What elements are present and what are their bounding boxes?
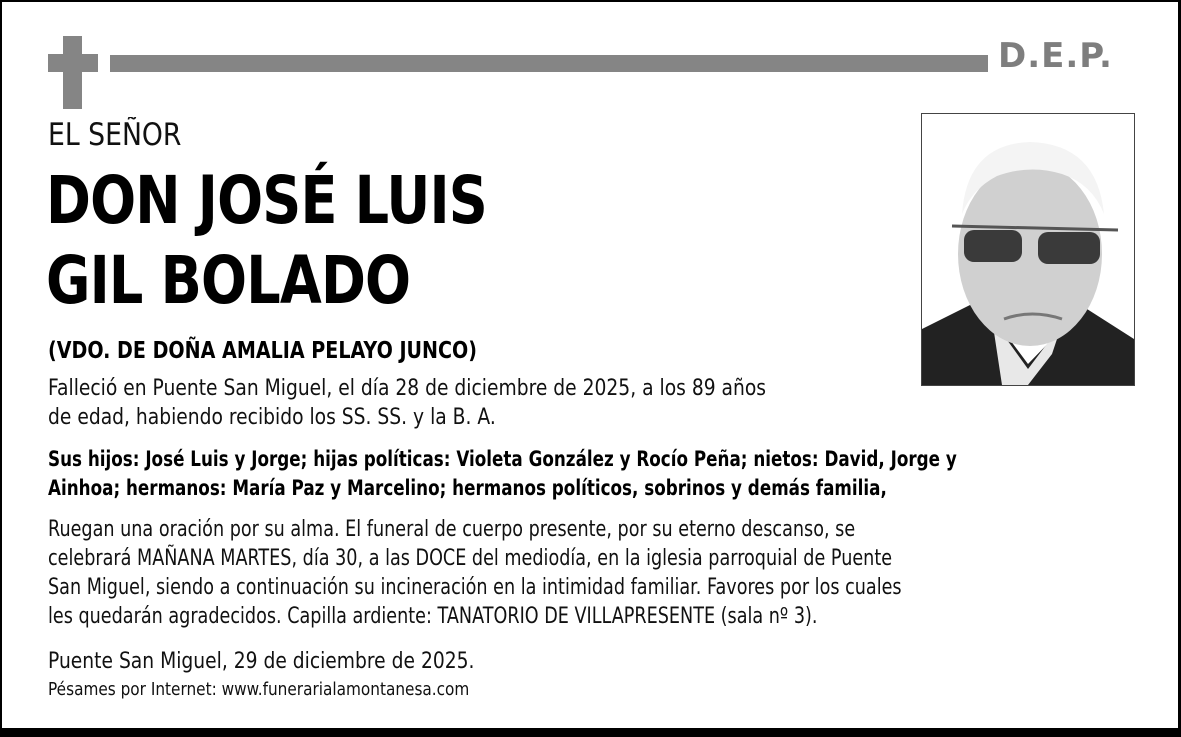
death-line: Falleció en Puente San Miguel, el día 28 de diciembre de 2025, a los 89 años (48, 376, 767, 401)
condolences-link[interactable]: Pésames por Internet: www.funerarialamontanesa.com (48, 679, 470, 700)
family-line: Ainhoa; hermanos: María Paz y Marcelino; hermanos políticos, sobrinos y demás familia, (48, 476, 887, 501)
funeral-line: celebrará MAÑANA MARTES, día 30, a las DOCE del mediodía, en la iglesia parroquial de Puente (48, 546, 893, 571)
header-rule (110, 55, 988, 72)
funeral-line: les quedarán agradecidos. Capilla ardiente: TANATORIO DE VILLAPRESENTE (sala nº 3). (48, 604, 818, 629)
obituary-card (2, 2, 1178, 728)
cross-icon (63, 36, 82, 109)
family-line: Sus hijos: José Luis y Jorge; hijas políticas: Violeta González y Rocío Peña; nietos: David, Jorge y (48, 447, 957, 472)
widower-of: (VDO. DE DOÑA AMALIA PELAYO JUNCO) (48, 338, 478, 364)
funeral-line: Ruegan una oración por su alma. El funeral de cuerpo presente, por su eterno descanso, se (48, 517, 856, 542)
funeral-line: San Miguel, siendo a continuación su incineración en la intimidad familiar. Favores por los cuales (48, 575, 902, 600)
portrait-photo (921, 113, 1135, 386)
death-line: de edad, habiendo recibido los SS. SS. y la B. A. (48, 405, 496, 430)
deceased-name-line-2: GIL BOLADO (46, 242, 411, 319)
dep-label: D.E.P. (998, 36, 1113, 76)
title-prefix: EL SEÑOR (48, 117, 182, 153)
deceased-name-line-1: DON JOSÉ LUIS (46, 162, 487, 239)
portrait-image (922, 114, 1134, 385)
place-date: Puente San Miguel, 29 de diciembre de 2025. (48, 649, 475, 674)
cross-icon-bar (48, 54, 98, 72)
